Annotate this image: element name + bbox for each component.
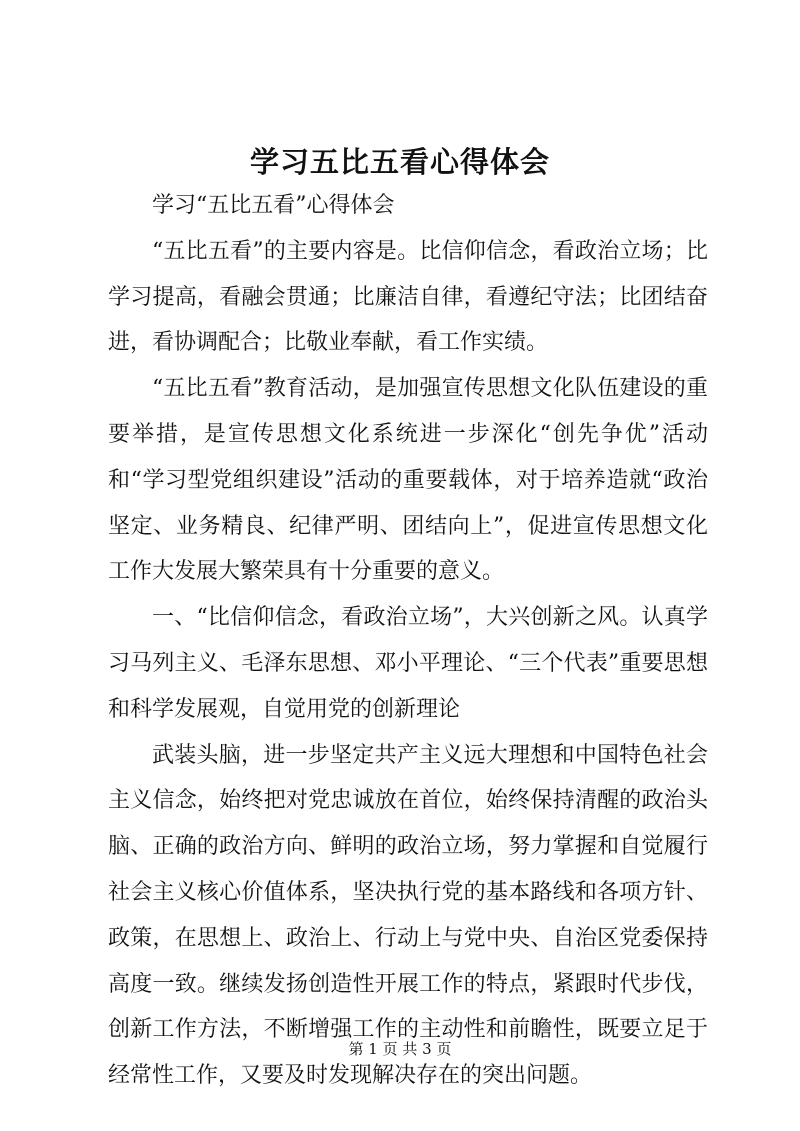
page-footer: 第 1 页 共 3 页 [348, 1040, 452, 1058]
document-body [108, 183, 708, 1099]
paragraph-activity-significance: “五比五看”教育活动，是加强宣传思想文化队伍建设的重要举措，是宣传思想文化系统进一步深化“创先争优”活动和“学习型党组织建设”活动的重要载体，对于培养造就“政治坚定、业务精良、纪律严明、团结向上”，促进宣传思想文化工作大发展大繁荣具有十分重要的意义。 [108, 376, 708, 585]
paragraph-main-content: “五比五看”的主要内容是。比信仰信念，看政治立场；比学习提高，看融会贯通；比廉洁自律，看遵纪守法；比团结奋进，看协调配合；比敬业奉献，看工作实绩。 [108, 238, 708, 356]
paragraph-section-one-continued: 武装头脑，进一步坚定共产主义远大理想和中国特色社会主义信念，始终把对党忠诚放在首位，始终保持清醒的政治头脑、正确的政治方向、鲜明的政治立场，努力掌握和自觉履行社会主义核心价值体系，坚决执行党的基本路线和各项方针、政策，在思想上、政治上、行动上与党中央、自治区党委保持高度一致。继续发扬创造性开展工作的特点，紧跟时代步伐，创新工作方法，不断增强工作的主动性和前瞻性，既要立足于经常性工作，又要及时发现解决存在的突出问题。 [108, 742, 708, 1089]
paragraph-section-one: 一、“比信仰信念，看政治立场”，大兴创新之风。认真学习马列主义、毛泽东思想、邓小平理论、“三个代表”重要思想和科学发展观，自觉用党的创新理论 [108, 605, 708, 722]
paragraph-subtitle: 学习“五比五看”心得体会 [152, 193, 395, 218]
document-title: 学习五比五看心得体会 [249, 145, 550, 179]
